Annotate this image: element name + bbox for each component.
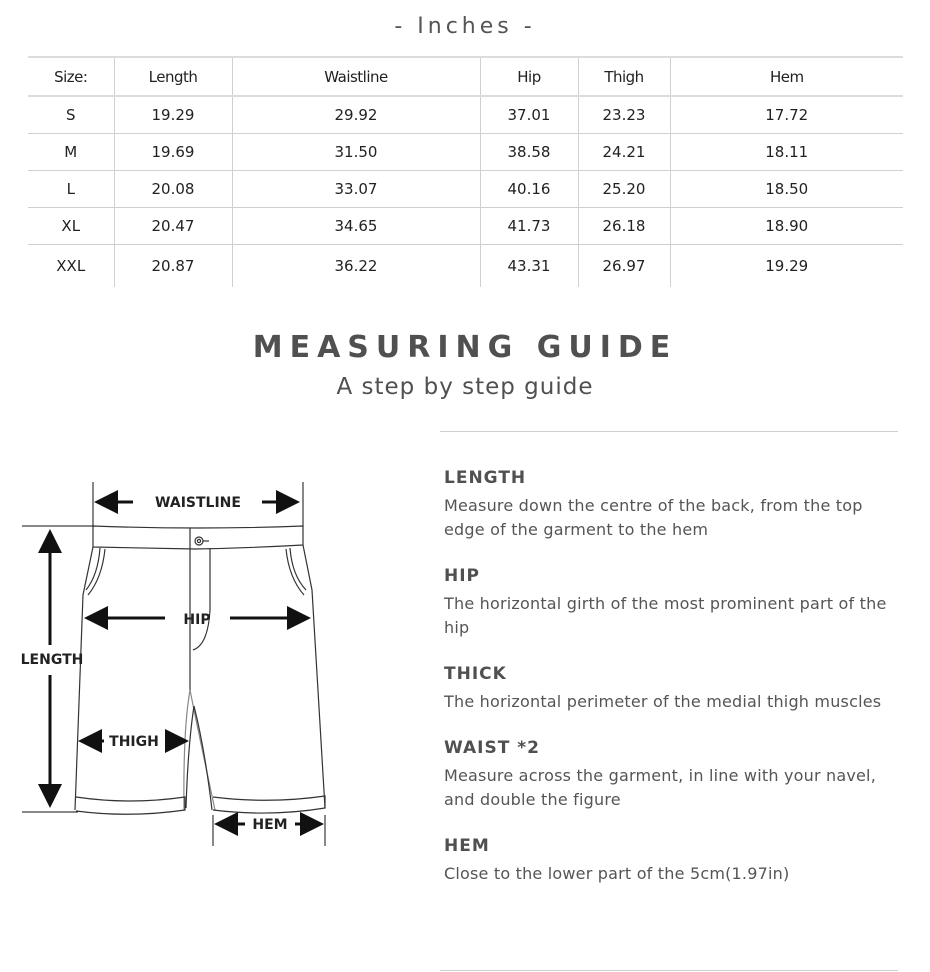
cell-hip: 38.58 <box>480 134 578 171</box>
step-thick <box>444 664 904 714</box>
table-header-row <box>28 57 903 96</box>
cell-hem: 18.90 <box>670 208 903 245</box>
step-heading: LENGTH <box>444 468 527 488</box>
header-hip: Hip <box>480 57 578 96</box>
step-description: The horizontal perimeter of the medial thigh muscles <box>444 692 882 711</box>
step-description: Measure across the garment, in line with your navel, and double the figure <box>444 766 876 809</box>
cell-waistline: 31.50 <box>232 134 480 171</box>
step-waist <box>444 738 904 812</box>
cell-thigh: 26.18 <box>578 208 670 245</box>
measuring-guide-title: MEASURING GUIDE <box>252 330 678 365</box>
cell-size: XL <box>61 217 81 235</box>
header-hem: Hem <box>670 57 903 96</box>
cell-hem: 17.72 <box>670 96 903 134</box>
cell-hip: 40.16 <box>480 171 578 208</box>
cell-length: 20.08 <box>114 171 232 208</box>
cell-hip: 37.01 <box>480 96 578 134</box>
cell-waistline: 29.92 <box>232 96 480 134</box>
cell-thigh: 26.97 <box>578 245 670 288</box>
step-heading: HEM <box>444 836 490 856</box>
cell-length: 20.87 <box>114 245 232 288</box>
diagram-label-thigh: THIGH <box>109 734 159 750</box>
header-waistline: Waistline <box>232 57 480 96</box>
cell-thigh: 25.20 <box>578 171 670 208</box>
size-chart-table <box>28 56 903 287</box>
cell-size: M <box>64 143 78 161</box>
cell-hem: 18.11 <box>670 134 903 171</box>
table-row <box>28 96 903 134</box>
measuring-steps <box>444 468 904 910</box>
table-row <box>28 208 903 245</box>
shorts-measurement-diagram <box>0 470 340 860</box>
step-heading: HIP <box>444 566 481 586</box>
cell-thigh: 23.23 <box>578 96 670 134</box>
cell-length: 20.47 <box>114 208 232 245</box>
diagram-label-length: LENGTH <box>20 652 84 668</box>
cell-length: 19.69 <box>114 134 232 171</box>
cell-size: L <box>66 180 75 198</box>
cell-size: S <box>65 106 76 124</box>
step-description: The horizontal girth of the most prominent part of the hip <box>444 594 887 637</box>
table-row <box>28 171 903 208</box>
table-row <box>28 245 903 288</box>
step-length <box>444 468 904 542</box>
step-description: Close to the lower part of the 5cm(1.97in) <box>444 864 790 883</box>
units-title: - Inches - <box>394 14 536 39</box>
diagram-label-hip: HIP <box>183 612 211 628</box>
step-heading: THICK <box>444 664 507 684</box>
diagram-label-waistline: WAISTLINE <box>155 495 241 511</box>
divider-bottom <box>440 970 898 971</box>
cell-hem: 18.50 <box>670 171 903 208</box>
cell-waistline: 36.22 <box>232 245 480 288</box>
step-description: Measure down the centre of the back, from the top edge of the garment to the hem <box>444 496 863 539</box>
header-thigh: Thigh <box>578 57 670 96</box>
cell-waistline: 34.65 <box>232 208 480 245</box>
table-row <box>28 134 903 171</box>
diagram-label-hem: HEM <box>252 817 288 833</box>
cell-waistline: 33.07 <box>232 171 480 208</box>
cell-size: XXL <box>56 257 86 275</box>
step-hem <box>444 836 904 886</box>
cell-hip: 43.31 <box>480 245 578 288</box>
header-size: Size: <box>54 67 88 86</box>
step-heading: WAIST *2 <box>444 738 540 758</box>
header-length: Length <box>114 57 232 96</box>
cell-hip: 41.73 <box>480 208 578 245</box>
cell-hem: 19.29 <box>670 245 903 288</box>
cell-thigh: 24.21 <box>578 134 670 171</box>
measuring-guide-subtitle: A step by step guide <box>336 374 594 400</box>
cell-length: 19.29 <box>114 96 232 134</box>
divider-top <box>440 431 898 432</box>
shorts-illustration-icon <box>0 470 340 860</box>
step-hip <box>444 566 904 640</box>
